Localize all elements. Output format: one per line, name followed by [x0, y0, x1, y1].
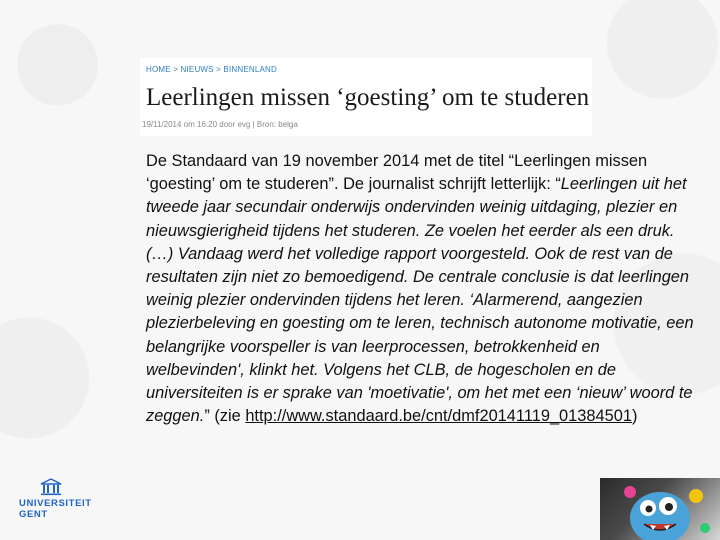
source-link[interactable]: http://www.standaard.be/cnt/dmf20141119_01384501	[245, 407, 632, 426]
body-closing: )	[632, 407, 638, 426]
article-headline: Leerlingen missen ‘goesting’ om te studeren	[146, 84, 590, 111]
logo-line-2: GENT	[19, 509, 48, 520]
body-quote: Leerlingen uit het tweede jaar secundair onderwijs ondervinden weinig uitdaging, plezier en nieuwsgierigheid tijdens het studeren. Ze voelen het eerder als een druk. (…) Vandaag werd het volledige rapport voorgesteld. Ook de rest van de resultaten zijn niet zo bemoedigend. De centrale conclusie is dat leerlingen weinig plezier ondervinden tijdens het leren. ‘Alarmerend, aangezien plezierbeleving en goesting om te leren, technisch autonome motivatie, een belangrijke voorspeller is van leerprocessen, betrokkenheid en welbevinden', klinkt het. Volgens het CLB, de hogescholen en de universiteiten is er sprake van 'moetivatie', om het met een ‘nieuw’ woord te zeggen.	[146, 175, 694, 426]
article-meta: 19/11/2014 om 16:20 door evg | Bron: belga	[142, 120, 298, 129]
body-intro: De Standaard van 19 november 2014 met de titel “Leerlingen missen ‘goesting’ om te studeren”. De journalist schrijft letterlijk: “	[146, 152, 648, 194]
newspaper-clipping	[140, 58, 592, 136]
monster-icon	[600, 478, 720, 540]
body-outro: ” (zie	[204, 407, 246, 426]
breadcrumb: HOME > NIEUWS > BINNENLAND	[146, 65, 278, 74]
logo-line-1: UNIVERSITEIT	[19, 498, 92, 509]
body-text	[146, 150, 702, 428]
monster-illustration	[600, 478, 720, 540]
university-building-icon	[40, 478, 62, 496]
ugent-logo	[16, 478, 92, 528]
